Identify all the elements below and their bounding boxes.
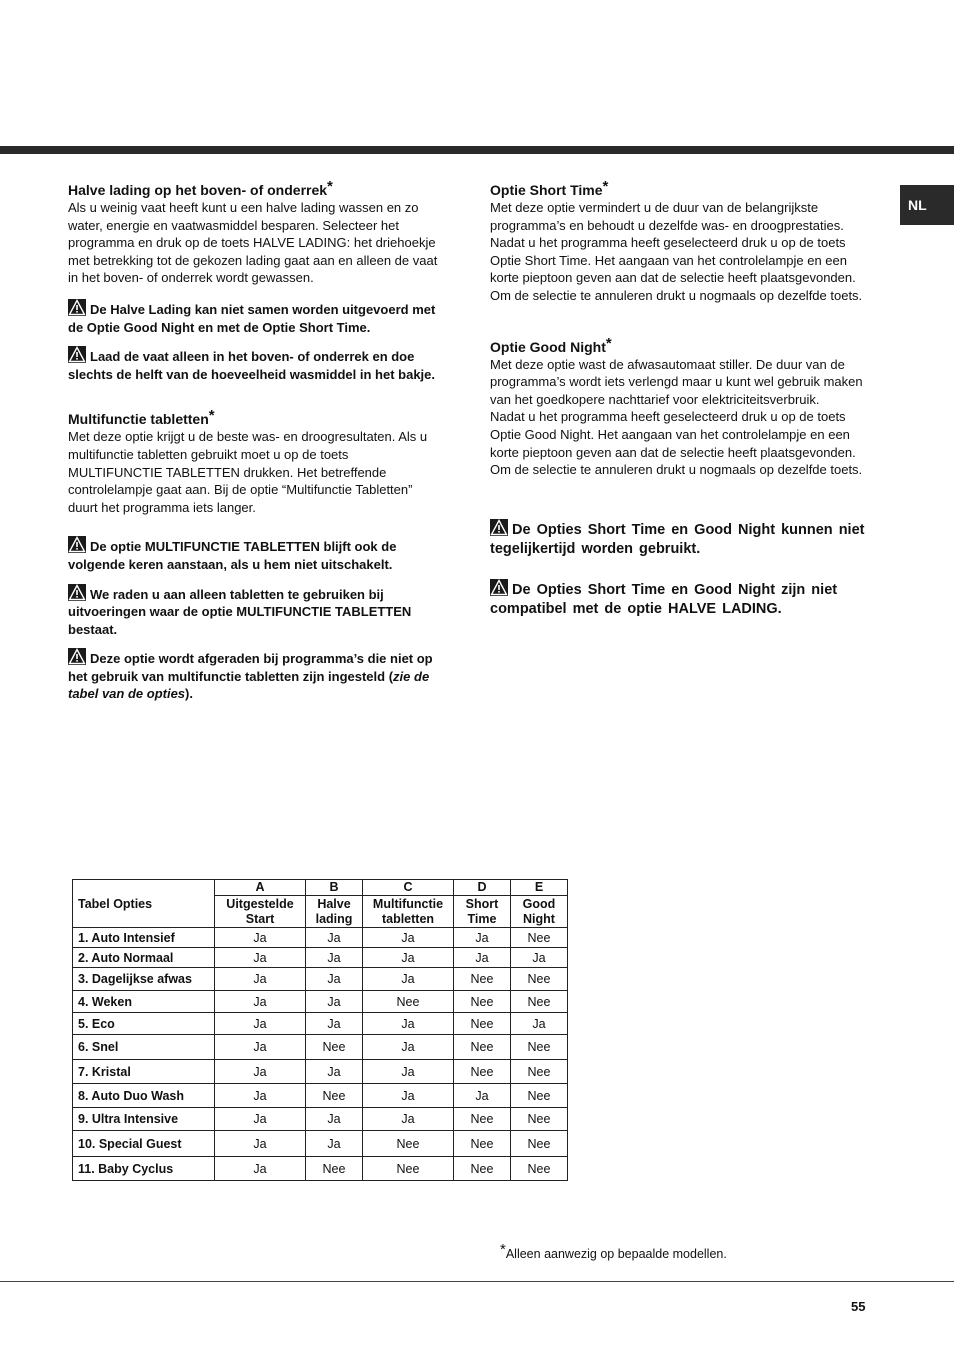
option-value: Ja	[215, 968, 306, 991]
option-value: Ja	[306, 1131, 363, 1157]
option-value: Nee	[511, 1060, 568, 1084]
option-value: Nee	[511, 968, 568, 991]
program-name: 6. Snel	[73, 1035, 215, 1060]
options-table-container	[72, 879, 568, 1181]
option-value: Ja	[363, 1035, 454, 1060]
table-row	[73, 928, 568, 948]
warning-icon	[68, 346, 86, 363]
table-row	[73, 1157, 568, 1181]
column-header: Short Time	[454, 896, 511, 928]
section-body-half-load: Als u weinig vaat heeft kunt u een halve lading wassen en zo water, energie en vaatwasmiddel besparen. Selecteer het programma en druk op de toets HALVE LADING: het driehoekje met betrekking tot de gekozen lading gaat aan en alleen de vaat in het boven- of onderrek wordt gewassen.	[68, 200, 438, 286]
option-value: Ja	[363, 1013, 454, 1035]
option-value: Ja	[363, 1060, 454, 1084]
warning-icon	[68, 648, 86, 665]
section-body-good-night: Met deze optie wast de afwasautomaat stiller. De duur van de programma’s wordt iets verlengd maar u kunt wel gebruik maken van het goedkopere nachttarief voor elektriciteitsverbruik.	[490, 356, 863, 407]
right-column	[490, 178, 870, 619]
option-value: Nee	[454, 1108, 511, 1131]
warning-note: De optie MULTIFUNCTIE TABLETTEN blijft ook de volgende keren aanstaan, als u hem niet uitschakelt.	[68, 536, 443, 573]
option-value: Nee	[454, 1035, 511, 1060]
program-name: 7. Kristal	[73, 1060, 215, 1084]
option-value: Ja	[215, 928, 306, 948]
option-value: Ja	[363, 1084, 454, 1108]
warning-note: De Halve Lading kan niet samen worden uitgevoerd met de Optie Good Night en met de Optie Short Time.	[68, 299, 443, 336]
table-title: Tabel Opties	[73, 880, 215, 928]
column-letter: D	[454, 880, 511, 896]
option-value: Ja	[306, 1108, 363, 1131]
option-value: Ja	[306, 948, 363, 968]
option-value: Nee	[306, 1157, 363, 1181]
column-header: Uitgestelde Start	[215, 896, 306, 928]
warning-note: Deze optie wordt afgeraden bij programma’s die niet op het gebruik van multifunctie tabletten zijn ingesteld (zie de tabel van de opties).	[68, 648, 443, 703]
option-value: Nee	[363, 991, 454, 1013]
section-body-multitabs: Met deze optie krijgt u de beste was- en droogresultaten. Als u multifunctie tabletten gebruikt moet u op de toets MULTIFUNCTIE TABLETTEN drukken. Het betreffende controlelampje gaat aan. Bij de optie “Multifunctie Tabletten” duurt het programma iets langer.	[68, 429, 428, 515]
table-row	[73, 1060, 568, 1084]
section-title-multitabs: Multifunctie tabletten*	[68, 407, 215, 428]
warning-note: De Opties Short Time en Good Night zijn niet compatibel met de optie HALVE LADING.	[490, 579, 870, 619]
bottom-divider	[0, 1281, 954, 1282]
option-value: Nee	[454, 991, 511, 1013]
column-letter: B	[306, 880, 363, 896]
option-value: Nee	[511, 928, 568, 948]
section-title-good-night: Optie Good Night*	[490, 334, 612, 355]
option-value: Nee	[511, 1035, 568, 1060]
option-value: Ja	[511, 1013, 568, 1035]
option-value: Ja	[215, 1013, 306, 1035]
option-value: Ja	[215, 1108, 306, 1131]
program-name: 1. Auto Intensief	[73, 928, 215, 948]
table-row	[73, 1035, 568, 1060]
option-value: Nee	[363, 1157, 454, 1181]
warning-note: We raden u aan alleen tabletten te gebruiken bij uitvoeringen waar de optie MULTIFUNCTIE TABLETTEN bestaat.	[68, 584, 443, 639]
option-value: Ja	[454, 928, 511, 948]
section-body-short-time: Met deze optie vermindert u de duur van de belangrijkste programma’s en behoudt u dezelfde was- en droogprestaties. Nadat u het programma heeft geselecteerd druk u op de toets Optie Short Time. Het aangaan van het controlelampje en een korte pieptoon geven aan dat de selectie heeft plaatsgevonden.	[490, 200, 856, 286]
option-value: Ja	[215, 1157, 306, 1181]
warning-icon	[68, 584, 86, 601]
program-name: 8. Auto Duo Wash	[73, 1084, 215, 1108]
section-body-short-time-cancel: Om de selectie te annuleren drukt u nogmaals op dezelfde toets.	[490, 287, 863, 303]
option-value: Ja	[215, 991, 306, 1013]
table-row	[73, 1084, 568, 1108]
warning-note: Laad de vaat alleen in het boven- of onderrek en doe slechts de helft van de hoeveelheid wasmiddel in het bakje.	[68, 346, 443, 383]
section-title-half-load: Halve lading op het boven- of onderrek*	[68, 178, 333, 198]
program-name: 4. Weken	[73, 991, 215, 1013]
program-name: 9. Ultra Intensive	[73, 1108, 215, 1131]
warning-note: De Opties Short Time en Good Night kunnen niet tegelijkertijd worden gebruikt.	[490, 519, 870, 559]
option-value: Ja	[363, 948, 454, 968]
option-value: Ja	[306, 1060, 363, 1084]
option-value: Nee	[306, 1084, 363, 1108]
option-value: Nee	[511, 991, 568, 1013]
options-table	[72, 879, 568, 1181]
column-letter: E	[511, 880, 568, 896]
top-bar	[0, 146, 954, 154]
option-value: Nee	[454, 1131, 511, 1157]
program-name: 5. Eco	[73, 1013, 215, 1035]
section-body-good-night-select: Nadat u het programma heeft geselecteerd druk u op de toets Optie Good Night. Het aangaan van het controlelampje en een korte pieptoon geven aan dat de selectie heeft plaatsgevonden.	[490, 409, 856, 460]
page-number: 55	[851, 1299, 866, 1314]
option-value: Nee	[511, 1084, 568, 1108]
option-value: Ja	[454, 1084, 511, 1108]
option-value: Ja	[215, 948, 306, 968]
column-header: Multifunctie tabletten	[363, 896, 454, 928]
section-title-short-time: Optie Short Time*	[490, 178, 609, 198]
table-row	[73, 1108, 568, 1131]
option-value: Ja	[215, 1060, 306, 1084]
language-tab: NL	[900, 185, 954, 225]
column-header: Halve lading	[306, 896, 363, 928]
option-value: Nee	[511, 1108, 568, 1131]
option-value: Ja	[306, 991, 363, 1013]
option-value: Ja	[215, 1035, 306, 1060]
footnote: *Alleen aanwezig op bepaalde modellen.	[500, 1241, 727, 1261]
table-row	[73, 948, 568, 968]
option-value: Ja	[306, 928, 363, 948]
table-row	[73, 1131, 568, 1157]
option-value: Nee	[306, 1035, 363, 1060]
options-table-reference: zie de tabel van de opties	[68, 668, 430, 702]
program-name: 10. Special Guest	[73, 1131, 215, 1157]
section-body-good-night-cancel: Om de selectie te annuleren drukt u nogmaals op dezelfde toets.	[490, 462, 863, 478]
option-value: Nee	[454, 968, 511, 991]
option-value: Ja	[363, 928, 454, 948]
warning-icon	[68, 299, 86, 316]
option-value: Nee	[454, 1157, 511, 1181]
program-name: 2. Auto Normaal	[73, 948, 215, 968]
option-value: Nee	[454, 1060, 511, 1084]
warning-icon	[490, 579, 508, 596]
table-row	[73, 968, 568, 991]
column-letter: A	[215, 880, 306, 896]
option-value: Ja	[511, 948, 568, 968]
program-name: 3. Dagelijkse afwas	[73, 968, 215, 991]
option-value: Nee	[511, 1157, 568, 1181]
left-column	[68, 178, 443, 703]
column-letter: C	[363, 880, 454, 896]
warning-icon	[68, 536, 86, 553]
option-value: Nee	[454, 1013, 511, 1035]
option-value: Ja	[454, 948, 511, 968]
warning-icon	[490, 519, 508, 536]
option-value: Ja	[363, 1108, 454, 1131]
option-value: Nee	[511, 1131, 568, 1157]
column-header: Good Night	[511, 896, 568, 928]
option-value: Ja	[215, 1084, 306, 1108]
option-value: Ja	[306, 968, 363, 991]
option-value: Ja	[306, 1013, 363, 1035]
option-value: Nee	[363, 1131, 454, 1157]
table-row	[73, 1013, 568, 1035]
program-name: 11. Baby Cyclus	[73, 1157, 215, 1181]
option-value: Ja	[363, 968, 454, 991]
option-value: Ja	[215, 1131, 306, 1157]
table-row	[73, 991, 568, 1013]
